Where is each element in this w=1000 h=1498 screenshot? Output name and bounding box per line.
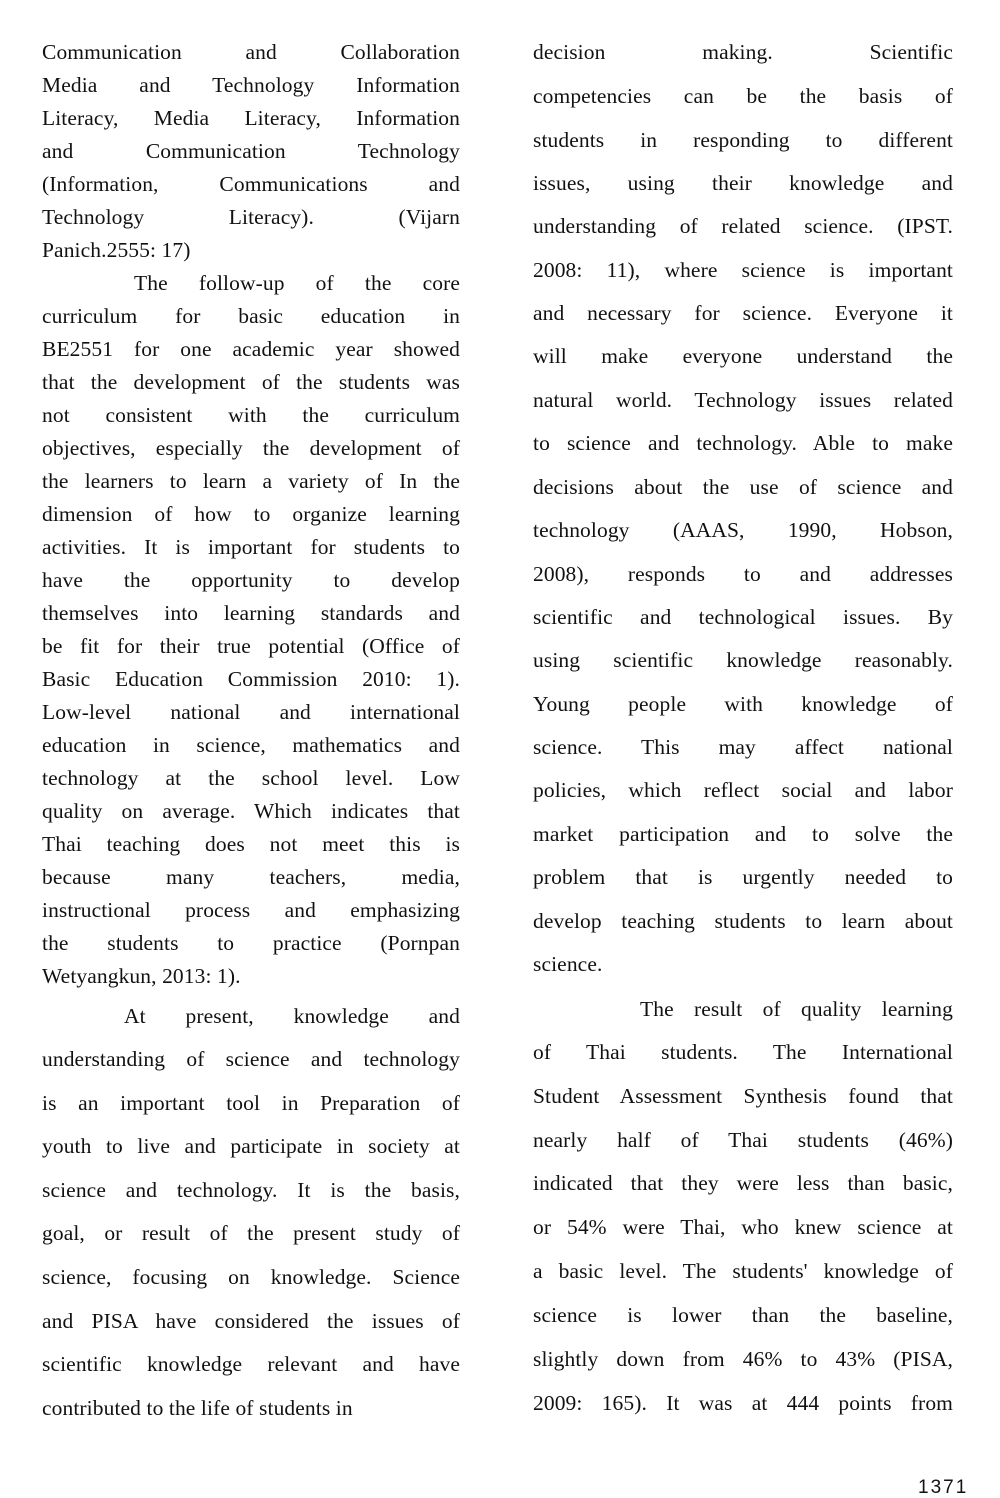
text-line: science.	[533, 952, 603, 976]
text-line: Student Assessment Synthesis found that	[533, 1084, 953, 1108]
text-line: and Communication Technology	[42, 139, 460, 163]
text-line: Young people with knowledge of	[533, 692, 953, 716]
text-line: scientific and technological issues. By	[533, 605, 953, 629]
text-line: science. This may affect national	[533, 735, 953, 759]
text-line: Communication and Collaboration	[42, 40, 460, 64]
text-line: using scientific knowledge reasonably.	[533, 648, 953, 672]
text-line: have the opportunity to develop	[42, 568, 460, 592]
text-line: of Thai students. The International	[533, 1040, 953, 1064]
text-line: the students to practice (Pornpan	[42, 931, 460, 955]
text-line: competencies can be the basis of	[533, 84, 953, 108]
text-line: technology at the school level. Low	[42, 766, 460, 790]
text-line: science and technology. It is the basis,	[42, 1178, 460, 1202]
text-line: curriculum for basic education in	[42, 304, 460, 328]
text-line: (Information, Communications and	[42, 172, 460, 196]
text-line: natural world. Technology issues related	[533, 388, 953, 412]
text-line: education in science, mathematics and	[42, 733, 460, 757]
text-line: 2009: 165). It was at 444 points from	[533, 1391, 953, 1415]
text-line: The result of quality learning	[640, 997, 953, 1021]
text-line: Panich.2555: 17)	[42, 238, 191, 262]
text-line: youth to live and participate in society at	[42, 1134, 460, 1158]
text-line: decision making. Scientific	[533, 40, 953, 64]
text-line: Technology Literacy). (Vijarn	[42, 205, 460, 229]
text-line: policies, which reflect social and labor	[533, 778, 953, 802]
text-line: technology (AAAS, 1990, Hobson,	[533, 518, 953, 542]
text-line: or 54% were Thai, who knew science at	[533, 1215, 953, 1239]
text-line: At present, knowledge and	[124, 1004, 460, 1028]
text-line: scientific knowledge relevant and have	[42, 1352, 460, 1376]
text-line: market participation and to solve the	[533, 822, 953, 846]
text-line: decisions about the use of science and	[533, 475, 953, 499]
text-line: will make everyone understand the	[533, 344, 953, 368]
text-line: contributed to the life of students in	[42, 1396, 353, 1420]
text-line: 2008: 11), where science is important	[533, 258, 953, 282]
text-line: understanding of related science. (IPST.	[533, 214, 953, 238]
text-line: nearly half of Thai students (46%)	[533, 1128, 953, 1152]
text-line: understanding of science and technology	[42, 1047, 460, 1071]
text-line: to science and technology. Able to make	[533, 431, 953, 455]
text-line: BE2551 for one academic year showed	[42, 337, 460, 361]
text-line: a basic level. The students' knowledge of	[533, 1259, 953, 1283]
text-line: Media and Technology Information	[42, 73, 460, 97]
text-line: issues, using their knowledge and	[533, 171, 953, 195]
text-line: not consistent with the curriculum	[42, 403, 460, 427]
text-line: Thai teaching does not meet this is	[42, 832, 460, 856]
text-line: is an important tool in Preparation of	[42, 1091, 460, 1115]
text-line: objectives, especially the development of	[42, 436, 460, 460]
text-line: activities. It is important for students to	[42, 535, 460, 559]
text-line: themselves into learning standards and	[42, 601, 460, 625]
text-line: the learners to learn a variety of In the	[42, 469, 460, 493]
text-line: indicated that they were less than basic,	[533, 1171, 953, 1195]
page-number: 1371	[918, 1477, 969, 1498]
text-line: because many teachers, media,	[42, 865, 460, 889]
text-line: Literacy, Media Literacy, Information	[42, 106, 460, 130]
text-line: develop teaching students to learn about	[533, 909, 953, 933]
text-line: Basic Education Commission 2010: 1).	[42, 667, 460, 691]
text-line: science, focusing on knowledge. Science	[42, 1265, 460, 1289]
text-line: and necessary for science. Everyone it	[533, 301, 953, 325]
text-line: science is lower than the baseline,	[533, 1303, 953, 1327]
text-line: students in responding to different	[533, 128, 953, 152]
text-line: be fit for their true potential (Office of	[42, 634, 460, 658]
text-line: instructional process and emphasizing	[42, 898, 460, 922]
text-line: Low-level national and international	[42, 700, 460, 724]
text-line: slightly down from 46% to 43% (PISA,	[533, 1347, 953, 1371]
text-line: The follow-up of the core	[134, 271, 460, 295]
text-line: dimension of how to organize learning	[42, 502, 460, 526]
text-line: 2008), responds to and addresses	[533, 562, 953, 586]
text-line: goal, or result of the present study of	[42, 1221, 460, 1245]
text-line: and PISA have considered the issues of	[42, 1309, 460, 1333]
text-line: that the development of the students was	[42, 370, 460, 394]
text-line: problem that is urgently needed to	[533, 865, 953, 889]
text-line: Wetyangkun, 2013: 1).	[42, 964, 241, 988]
text-line: quality on average. Which indicates that	[42, 799, 460, 823]
